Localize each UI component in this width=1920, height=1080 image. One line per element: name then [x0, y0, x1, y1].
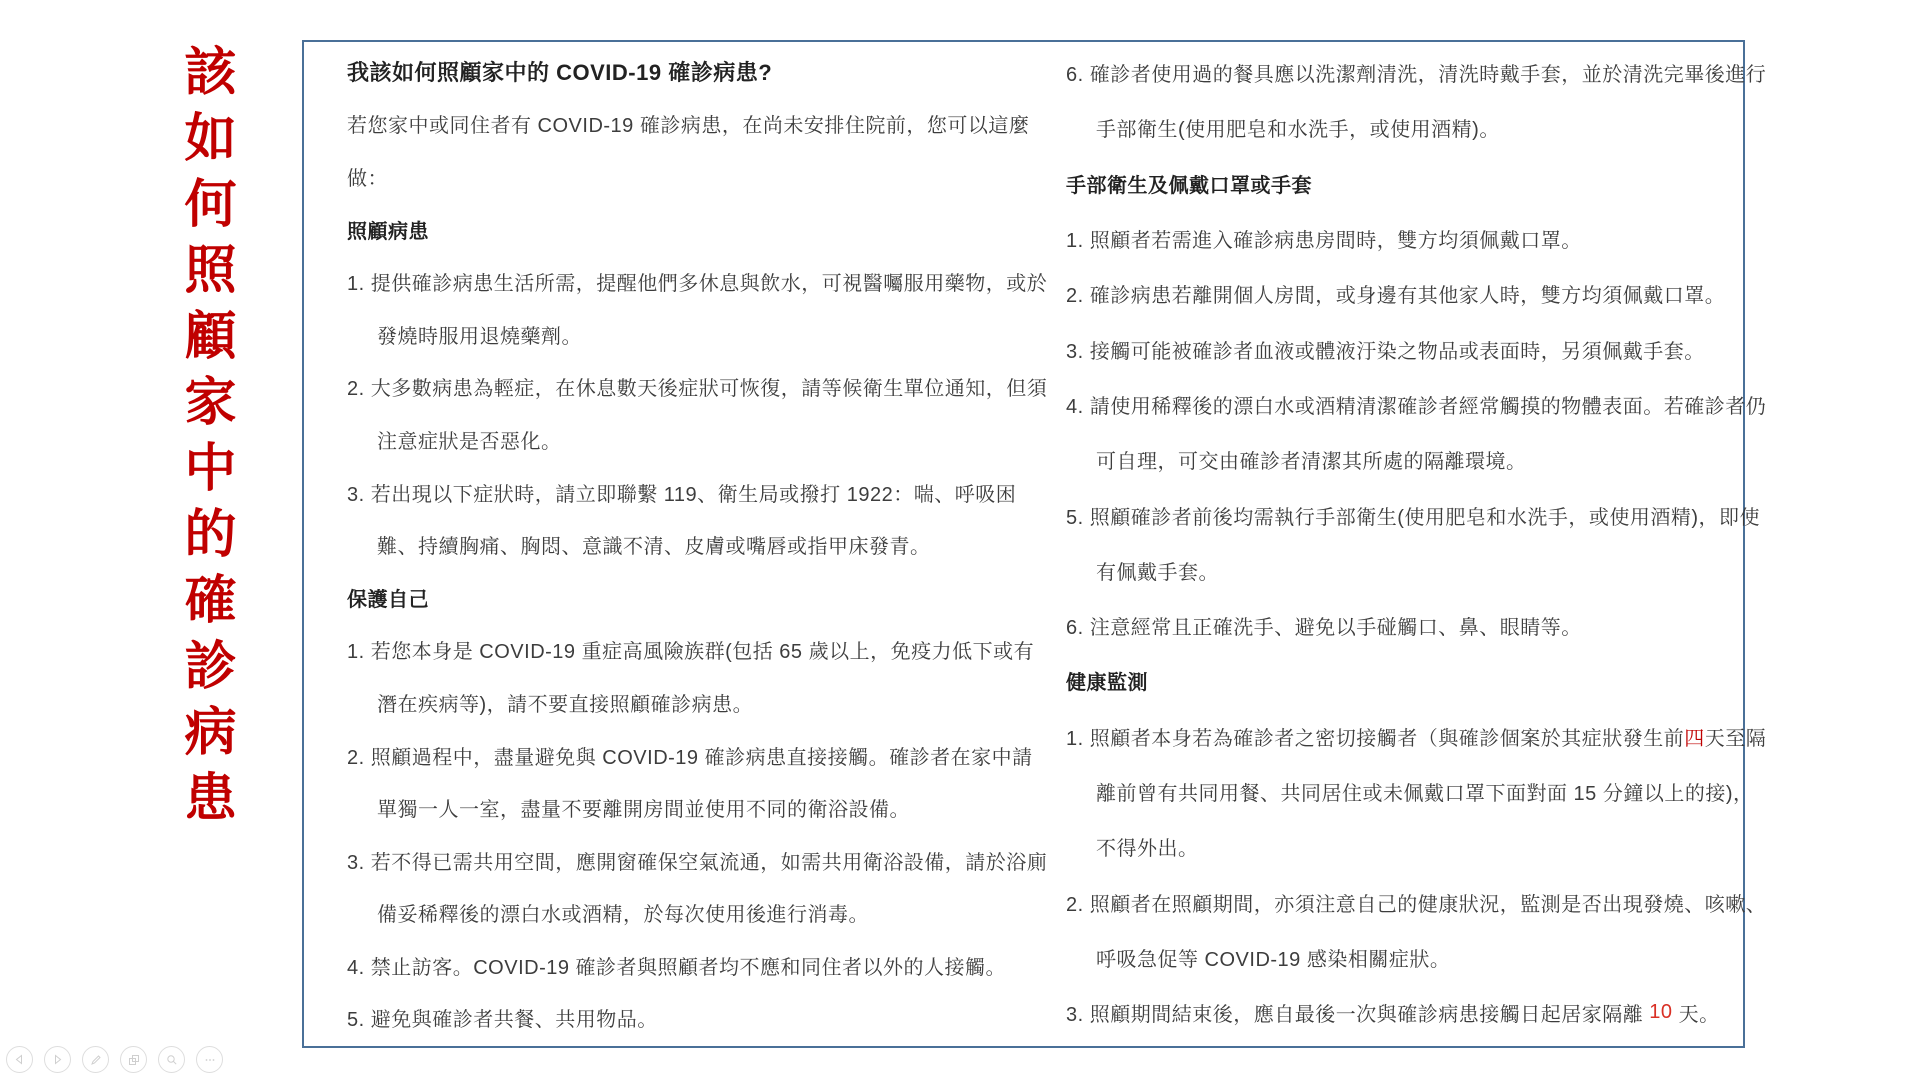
- text-span: 1. 照顧者本身若為確診者之密切接觸者（與確診個案於其症狀發生前: [1066, 727, 1685, 750]
- text-line: 3. 若不得已需共用空間，應開窗確保空氣流通，如需共用衛浴設備，請於浴廁: [347, 851, 1048, 874]
- ellipsis-icon: [204, 1054, 216, 1066]
- section-heading: 保護自己: [347, 588, 429, 611]
- more-options-button[interactable]: [196, 1046, 223, 1073]
- section-heading: 健康監測: [1066, 672, 1148, 695]
- previous-slide-icon: [14, 1054, 25, 1065]
- slide-sorter-button[interactable]: [120, 1046, 147, 1073]
- section-heading: 照顧病患: [347, 220, 429, 243]
- text-line: 單獨一人一室，盡量不要離開房間並使用不同的衛浴設備。: [377, 799, 910, 822]
- text-line: 2. 大多數病患為輕症，在休息數天後症狀可恢復，請等候衛生單位通知，但須: [347, 378, 1048, 401]
- text-line: 4. 請使用稀釋後的漂白水或酒精清潔確診者經常觸摸的物體表面。若確診者仍: [1066, 395, 1767, 418]
- pen-annotate-button[interactable]: [82, 1046, 109, 1073]
- content-panel: [302, 40, 1767, 1048]
- text-line: 呼吸急促等 COVID-19 感染相關症狀。: [1096, 948, 1451, 971]
- text-span: 3. 照顧期間結束後，應自最後一次與確診病患接觸日起居家隔離: [1066, 1004, 1650, 1027]
- text-line: 6. 確診者使用過的餐具應以洗潔劑清洗，清洗時戴手套，並於清洗完畢後進行: [1066, 64, 1767, 87]
- text-line: 3. 接觸可能被確診者血液或體液汙染之物品或表面時，另須佩戴手套。: [1066, 340, 1705, 363]
- text-line: 做：: [347, 167, 388, 190]
- text-line: [1066, 709, 1766, 764]
- highlighted-text: 10: [1649, 1001, 1673, 1024]
- text-line: 2. 確診病患若離開個人房間，或身邊有其他家人時，雙方均須佩戴口罩。: [1066, 285, 1726, 308]
- text-line: 4. 禁止訪客。COVID-19 確診者與照顧者均不應和同住者以外的人接觸。: [347, 956, 1007, 979]
- left-text-column: [304, 42, 1048, 1046]
- text-line: 手部衛生(使用肥皂和水洗手，或使用酒精)。: [1096, 119, 1500, 142]
- text-line: 2. 照顧過程中，盡量避免與 COVID-19 確診病患直接接觸。確診者在家中請: [347, 746, 1033, 769]
- text-line: 1. 若您本身是 COVID-19 重症高風險族群(包括 65 歲以上，免疫力低下或有: [347, 641, 1035, 664]
- text-line: 1. 提供確診病患生活所需，提醒他們多休息與飲水，可視醫囑服用藥物，或於: [347, 273, 1048, 296]
- text-line: 1. 照顧者若需進入確診病患房間時，雙方均須佩戴口罩。: [1066, 230, 1582, 253]
- next-slide-icon: [52, 1054, 63, 1065]
- text-line: 離前曾有共同用餐、共同居住或未佩戴口罩下面對面 15 分鐘以上的接)，: [1096, 783, 1754, 805]
- text-line: 發燒時服用退燒藥劑。: [377, 325, 582, 348]
- text-span: 天。: [1672, 1004, 1720, 1027]
- magnifier-icon: [166, 1054, 178, 1066]
- text-line: 5. 避免與確診者共餐、共用物品。: [347, 1009, 658, 1032]
- slide-vertical-title: 該如何照顧家中的確診病患: [176, 44, 234, 836]
- text-line: 注意症狀是否惡化。: [377, 430, 562, 453]
- text-line: 不得外出。: [1096, 838, 1199, 861]
- pen-icon: [90, 1054, 102, 1066]
- presentation-toolbar: [6, 1046, 223, 1073]
- slide-sorter-icon: [128, 1054, 140, 1066]
- text-line: 備妥稀釋後的漂白水或酒精，於每次使用後進行消毒。: [377, 904, 869, 927]
- text-line: 6. 注意經常且正確洗手、避免以手碰觸口、鼻、眼睛等。: [1066, 617, 1582, 640]
- previous-slide-button[interactable]: [6, 1046, 33, 1073]
- section-heading: 手部衛生及佩戴口罩或手套: [1066, 174, 1312, 197]
- zoom-button[interactable]: [158, 1046, 185, 1073]
- column-title: 我該如何照顧家中的 COVID-19 確診病患?: [347, 59, 773, 85]
- text-line: 2. 照顧者在照顧期間，亦須注意自己的健康狀況，監測是否出現發燒、咳嗽、: [1066, 893, 1767, 916]
- text-line: 潛在疾病等)，請不要直接照顧確診病患。: [377, 693, 754, 716]
- text-span: 天至隔: [1704, 727, 1767, 750]
- text-line: 若您家中或同住者有 COVID-19 確診病患，在尚未安排住院前，您可以這麼: [347, 115, 1030, 138]
- text-line: 有佩戴手套。: [1096, 561, 1219, 584]
- text-line: 可自理，可交由確診者清潔其所處的隔離環境。: [1096, 451, 1527, 474]
- text-line: 5. 照顧確診者前後均需執行手部衛生(使用肥皂和水洗手，或使用酒精)，即使: [1066, 506, 1761, 529]
- text-line: [1066, 985, 1766, 1040]
- highlighted-text: 四: [1684, 727, 1705, 750]
- next-slide-button[interactable]: [44, 1046, 71, 1073]
- text-line: 難、持續胸痛、胸悶、意識不清、皮膚或嘴唇或指甲床發青。: [377, 536, 931, 559]
- text-line: 3. 若出現以下症狀時，請立即聯繫 119、衛生局或撥打 1922：喘、呼吸困: [347, 483, 1017, 506]
- right-text-column: [1032, 42, 1784, 1046]
